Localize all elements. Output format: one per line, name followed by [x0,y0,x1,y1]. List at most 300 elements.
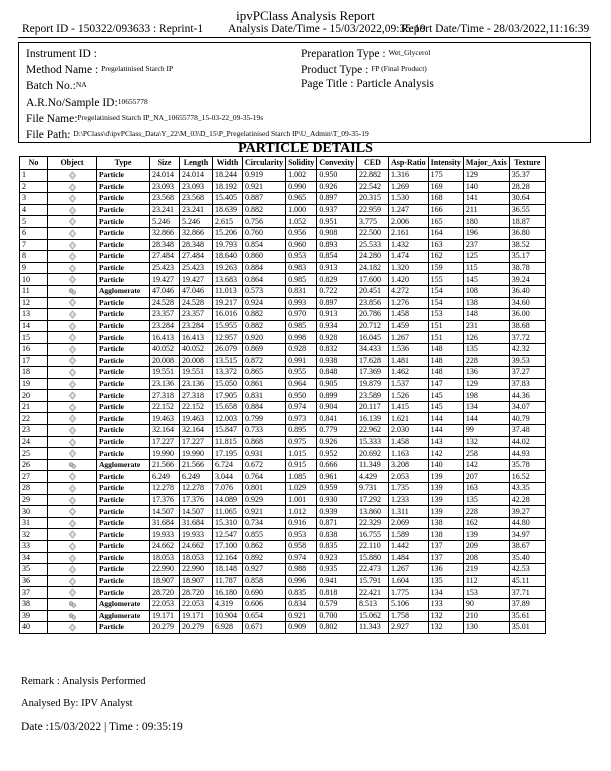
cell-circularity: 0.884 [243,262,286,274]
particle-details-title: PARTICLE DETAILS [238,141,373,156]
cell-intensity: 164 [428,227,463,239]
cell-convexity: 0.779 [317,425,357,437]
cell-no: 22 [20,413,48,425]
cell-ced: 23.856 [356,297,388,309]
cell-major: 141 [463,193,509,205]
cell-width: 18.192 [213,181,243,193]
method-name-label: Method Name : [26,64,99,76]
cell-type: Particle [97,448,150,460]
cell-major: 231 [463,320,509,332]
cell-no: 21 [20,401,48,413]
cell-no: 29 [20,494,48,506]
particle-thumbnail-icon [68,205,77,214]
product-type-value: FP (Final Product) [371,64,427,73]
footer-date-time: Date :15/03/2022 | Time : 09:35:19 [21,721,183,733]
cell-intensity: 136 [428,564,463,576]
cell-asp: 1.604 [388,575,428,587]
cell-convexity: 0.818 [317,587,357,599]
particle-details-table [19,156,546,634]
cell-texture: 39.24 [509,274,545,286]
cell-solidity: 0.950 [286,390,317,402]
cell-no: 39 [20,610,48,622]
table-row [20,193,546,205]
cell-size: 23.241 [150,204,180,216]
object-cell [48,181,97,193]
cell-texture: 16.52 [509,471,545,483]
table-row [20,239,546,251]
cell-circularity: 0.872 [243,355,286,367]
cell-solidity: 1.052 [286,216,317,228]
cell-solidity: 0.985 [286,320,317,332]
agglomerate-thumbnail-icon [68,599,77,608]
cell-solidity: 0.993 [286,297,317,309]
table-row [20,541,546,553]
file-path-row [26,127,369,142]
cell-length: 19.463 [180,413,213,425]
object-cell [48,204,97,216]
cell-asp: 2.161 [388,227,428,239]
cell-circularity: 0.927 [243,564,286,576]
cell-solidity: 0.965 [286,193,317,205]
cell-texture: 35.37 [509,170,545,182]
particle-thumbnail-icon [68,622,77,631]
object-cell [48,297,97,309]
cell-major: 134 [463,401,509,413]
cell-major: 210 [463,610,509,622]
cell-circularity: 0.921 [243,506,286,518]
object-cell [48,390,97,402]
cell-size: 22.152 [150,401,180,413]
cell-size: 19.551 [150,367,180,379]
cell-size: 20.008 [150,355,180,367]
cell-solidity: 0.974 [286,401,317,413]
cell-no: 2 [20,181,48,193]
particle-thumbnail-icon [68,530,77,539]
cell-circularity: 0.882 [243,204,286,216]
cell-no: 11 [20,285,48,297]
cell-intensity: 139 [428,471,463,483]
cell-solidity: 0.916 [286,517,317,529]
cell-no: 25 [20,448,48,460]
object-cell [48,552,97,564]
particle-thumbnail-icon [68,541,77,550]
cell-convexity: 0.939 [317,506,357,518]
cell-convexity: 0.854 [317,251,357,263]
batch-no-label: Batch No.: [26,80,76,92]
cell-circularity: 0.855 [243,529,286,541]
cell-type: Particle [97,587,150,599]
particle-thumbnail-icon [68,193,77,202]
cell-size: 27.318 [150,390,180,402]
cell-width: 11.065 [213,506,243,518]
particle-thumbnail-icon [68,321,77,330]
cell-size: 18.907 [150,575,180,587]
cell-solidity: 0.990 [286,181,317,193]
agglomerate-thumbnail-icon [68,460,77,469]
cell-texture: 39.27 [509,506,545,518]
particle-thumbnail-icon [68,425,77,434]
cell-type: Particle [97,181,150,193]
object-cell [48,425,97,437]
object-cell [48,367,97,379]
cell-circularity: 0.860 [243,251,286,263]
cell-asp: 2.053 [388,471,428,483]
cell-asp: 1.442 [388,541,428,553]
table-row [20,564,546,576]
cell-texture: 44.80 [509,517,545,529]
cell-size: 23.357 [150,309,180,321]
cell-width: 11.013 [213,285,243,297]
cell-size: 32.164 [150,425,180,437]
cell-width: 2.615 [213,216,243,228]
cell-ced: 20.712 [356,320,388,332]
cell-convexity: 0.838 [317,529,357,541]
cell-length: 19.990 [180,448,213,460]
cell-major: 125 [463,251,509,263]
cell-asp: 1.233 [388,494,428,506]
cell-ced: 22.542 [356,181,388,193]
object-cell [48,564,97,576]
cell-length: 23.136 [180,378,213,390]
cell-convexity: 0.926 [317,181,357,193]
cell-length: 23.093 [180,181,213,193]
cell-no: 4 [20,204,48,216]
cell-length: 23.284 [180,320,213,332]
cell-major: 163 [463,483,509,495]
cell-texture: 36.80 [509,227,545,239]
particle-thumbnail-icon [68,356,77,365]
object-cell [48,309,97,321]
table-row [20,425,546,437]
table-row [20,622,546,634]
column-header-width: Width [213,157,243,170]
cell-convexity: 0.722 [317,285,357,297]
table-row [20,251,546,263]
cell-circularity: 0.868 [243,436,286,448]
cell-no: 6 [20,227,48,239]
cell-major: 211 [463,204,509,216]
object-cell [48,216,97,228]
cell-solidity: 0.953 [286,529,317,541]
cell-width: 10.904 [213,610,243,622]
cell-texture: 35.61 [509,610,545,622]
cell-circularity: 0.764 [243,471,286,483]
cell-width: 19.263 [213,262,243,274]
object-cell [48,575,97,587]
cell-no: 23 [20,425,48,437]
cell-length: 27.318 [180,390,213,402]
cell-ced: 22.421 [356,587,388,599]
cell-no: 5 [20,216,48,228]
cell-texture: 36.00 [509,309,545,321]
cell-no: 15 [20,332,48,344]
cell-circularity: 0.756 [243,216,286,228]
column-header-object: Object [48,157,97,170]
cell-major: 237 [463,239,509,251]
cell-length: 17.376 [180,494,213,506]
particle-thumbnail-icon [68,391,77,400]
cell-width: 6.724 [213,459,243,471]
cell-solidity: 0.983 [286,262,317,274]
object-cell [48,494,97,506]
cell-ced: 22.473 [356,564,388,576]
cell-no: 7 [20,239,48,251]
particle-thumbnail-icon [68,228,77,237]
table-row [20,494,546,506]
cell-intensity: 132 [428,610,463,622]
cell-circularity: 0.864 [243,274,286,286]
cell-ced: 16.139 [356,413,388,425]
cell-intensity: 137 [428,552,463,564]
table-row [20,262,546,274]
cell-type: Particle [97,506,150,518]
cell-major: 219 [463,564,509,576]
cell-type: Particle [97,390,150,402]
table-row [20,471,546,483]
cell-texture: 37.27 [509,367,545,379]
sample-id-value: 10655778 [117,97,148,106]
cell-circularity: 0.921 [243,181,286,193]
object-cell [48,251,97,263]
object-cell [48,610,97,622]
cell-length: 14.507 [180,506,213,518]
cell-asp: 1.247 [388,204,428,216]
cell-length: 22.152 [180,401,213,413]
cell-size: 32.866 [150,227,180,239]
cell-solidity: 0.970 [286,309,317,321]
cell-length: 5.246 [180,216,213,228]
cell-intensity: 135 [428,575,463,587]
table-row [20,309,546,321]
cell-size: 22.990 [150,564,180,576]
cell-size: 22.053 [150,598,180,610]
cell-circularity: 0.931 [243,448,286,460]
cell-texture: 42.53 [509,564,545,576]
column-header-convexity: Convexity [317,157,357,170]
cell-size: 6.249 [150,471,180,483]
cell-texture: 39.53 [509,355,545,367]
table-row [20,285,546,297]
column-header-asp-ratio: Asp-Ratio [388,157,428,170]
cell-circularity: 0.882 [243,309,286,321]
particle-thumbnail-icon [68,263,77,272]
cell-circularity: 0.671 [243,622,286,634]
cell-no: 33 [20,541,48,553]
cell-type: Particle [97,564,150,576]
cell-ced: 22.500 [356,227,388,239]
cell-asp: 2.069 [388,517,428,529]
cell-length: 18.907 [180,575,213,587]
cell-convexity: 0.952 [317,448,357,460]
particle-thumbnail-icon [68,344,77,353]
cell-asp: 1.530 [388,193,428,205]
object-cell [48,459,97,471]
cell-convexity: 0.848 [317,367,357,379]
page-title-value: Particle Analysis [356,78,434,90]
cell-type: Particle [97,193,150,205]
cell-asp: 1.537 [388,378,428,390]
cell-texture: 38.52 [509,239,545,251]
cell-no: 30 [20,506,48,518]
file-name-row [26,111,263,126]
product-type-label: Product Type : [301,64,369,76]
object-cell [48,517,97,529]
cell-no: 17 [20,355,48,367]
header-divider [18,37,591,38]
cell-ced: 22.329 [356,517,388,529]
cell-no: 3 [20,193,48,205]
cell-no: 40 [20,622,48,634]
cell-asp: 1.420 [388,274,428,286]
cell-convexity: 0.951 [317,216,357,228]
cell-no: 9 [20,262,48,274]
cell-asp: 1.459 [388,320,428,332]
cell-convexity: 0.923 [317,552,357,564]
cell-type: Particle [97,332,150,344]
cell-asp: 2.927 [388,622,428,634]
cell-circularity: 0.861 [243,378,286,390]
cell-convexity: 0.941 [317,575,357,587]
object-cell [48,239,97,251]
cell-circularity: 0.892 [243,552,286,564]
cell-ced: 25.533 [356,239,388,251]
cell-major: 198 [463,390,509,402]
cell-length: 23.568 [180,193,213,205]
cell-asp: 2.006 [388,216,428,228]
cell-texture: 35.17 [509,251,545,263]
cell-texture: 37.71 [509,587,545,599]
cell-solidity: 0.958 [286,541,317,553]
cell-major: 228 [463,506,509,518]
cell-width: 11.787 [213,575,243,587]
cell-intensity: 145 [428,401,463,413]
page-title-row [301,78,434,91]
file-path-value: D:\PClass\d\ipvPClass_Data\Y_22\M_03\D_15\P_Pregelatinised Starch IP\U_Admin\T_09-35-19 [73,129,369,138]
cell-no: 28 [20,483,48,495]
particle-thumbnail-icon [68,472,77,481]
cell-major: 130 [463,622,509,634]
cell-ced: 22.110 [356,541,388,553]
cell-size: 23.284 [150,320,180,332]
cell-asp: 1.589 [388,529,428,541]
cell-convexity: 0.832 [317,343,357,355]
cell-no: 16 [20,343,48,355]
column-header-size: Size [150,157,180,170]
cell-length: 47.046 [180,285,213,297]
cell-width: 19.217 [213,297,243,309]
cell-texture: 42.28 [509,494,545,506]
cell-size: 24.014 [150,170,180,182]
cell-type: Particle [97,517,150,529]
cell-convexity: 0.835 [317,541,357,553]
cell-type: Particle [97,227,150,239]
cell-width: 26.079 [213,343,243,355]
cell-texture: 40.79 [509,413,545,425]
cell-size: 40.052 [150,343,180,355]
cell-width: 18.148 [213,564,243,576]
cell-length: 24.662 [180,541,213,553]
method-name-value: Pregelatinised Starch IP [101,64,174,73]
cell-intensity: 148 [428,355,463,367]
table-row [20,390,546,402]
table-row [20,587,546,599]
cell-convexity: 0.899 [317,390,357,402]
cell-asp: 5.106 [388,598,428,610]
cell-no: 35 [20,564,48,576]
cell-texture: 37.72 [509,332,545,344]
cell-intensity: 168 [428,193,463,205]
cell-ced: 22.959 [356,204,388,216]
remark: Remark : Analysis Performed [21,676,146,687]
cell-no: 31 [20,517,48,529]
cell-convexity: 0.938 [317,355,357,367]
cell-no: 8 [20,251,48,263]
cell-solidity: 0.915 [286,459,317,471]
cell-texture: 34.07 [509,401,545,413]
cell-asp: 1.536 [388,343,428,355]
cell-asp: 1.432 [388,239,428,251]
cell-ced: 20.786 [356,309,388,321]
cell-circularity: 0.831 [243,390,286,402]
object-cell [48,170,97,182]
cell-major: 208 [463,552,509,564]
table-row [20,552,546,564]
table-row [20,506,546,518]
cell-type: Particle [97,483,150,495]
cell-circularity: 0.573 [243,285,286,297]
cell-convexity: 0.928 [317,332,357,344]
cell-convexity: 0.913 [317,262,357,274]
cell-type: Particle [97,320,150,332]
cell-size: 17.227 [150,436,180,448]
cell-circularity: 0.734 [243,517,286,529]
cell-intensity: 134 [428,587,463,599]
cell-intensity: 139 [428,506,463,518]
cell-ced: 17.628 [356,355,388,367]
cell-asp: 1.621 [388,413,428,425]
cell-convexity: 0.666 [317,459,357,471]
cell-length: 24.014 [180,170,213,182]
particle-thumbnail-icon [68,495,77,504]
cell-major: 148 [463,309,509,321]
cell-texture: 37.83 [509,378,545,390]
instrument-id-label: Instrument ID : [26,48,97,60]
cell-intensity: 137 [428,541,463,553]
cell-type: Particle [97,529,150,541]
cell-ced: 13.860 [356,506,388,518]
object-cell [48,401,97,413]
object-cell [48,193,97,205]
cell-size: 18.053 [150,552,180,564]
cell-major: 136 [463,367,509,379]
cell-no: 1 [20,170,48,182]
particle-thumbnail-icon [68,588,77,597]
particle-thumbnail-icon [68,449,77,458]
column-header-no: No [20,157,48,170]
cell-size: 19.990 [150,448,180,460]
page-title-label: Page Title : [301,78,354,90]
particle-thumbnail-icon [68,182,77,191]
cell-texture: 34.97 [509,529,545,541]
batch-no-value: NA [75,80,87,89]
cell-no: 10 [20,274,48,286]
cell-no: 38 [20,598,48,610]
table-row [20,204,546,216]
cell-width: 4.319 [213,598,243,610]
cell-major: 129 [463,170,509,182]
cell-intensity: 175 [428,170,463,182]
cell-type: Agglomerate [97,285,150,297]
